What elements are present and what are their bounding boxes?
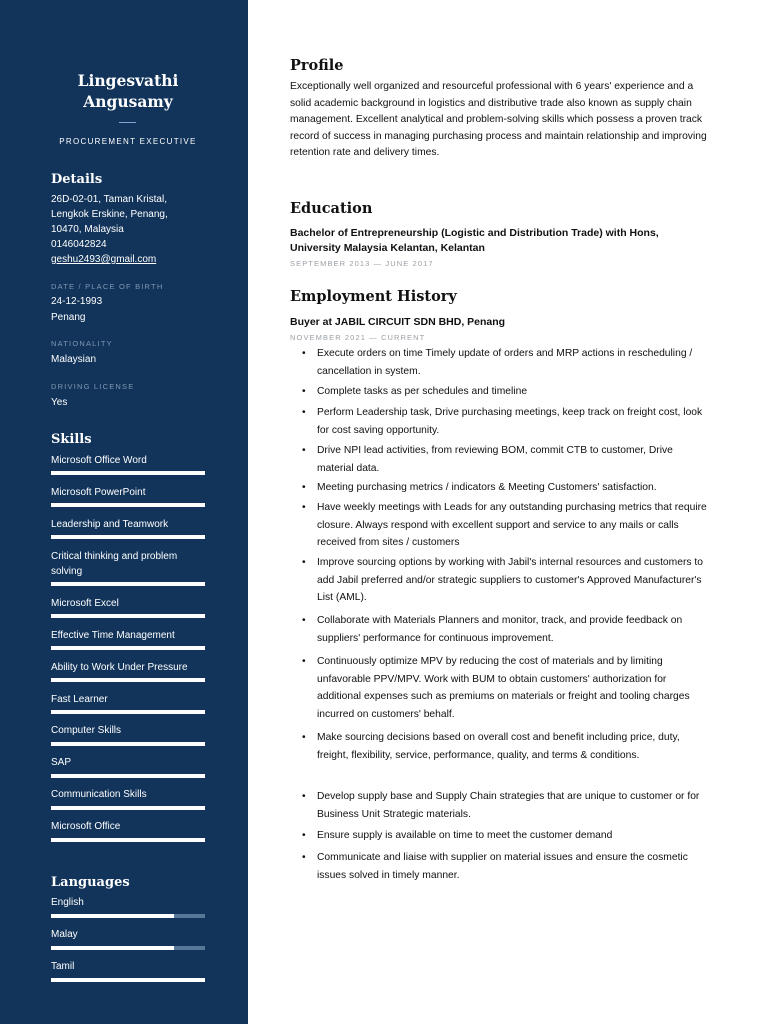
language-bar-fill (51, 978, 205, 982)
sidebar (0, 0, 248, 1024)
skill-bar (51, 710, 205, 714)
nationality-label: NATIONALITY (51, 339, 113, 348)
language-bar-fill (51, 946, 174, 950)
education-heading: Education (290, 200, 373, 217)
skill-label: Computer Skills (51, 725, 122, 736)
duty-bullet: • Collaborate with Materials Planners and monitor, track, and provide feedback on suppliers' performance for continuous improvement. (317, 612, 712, 647)
nationality: Malaysian (51, 354, 97, 365)
employment-heading: Employment History (290, 288, 457, 305)
duty-bullet: • Communicate and liaise with supplier on material issues and ensure the cosmetic issues solved in timely manner. (317, 849, 712, 884)
place-of-birth: Penang (51, 312, 86, 323)
skill-label: Leadership and Teamwork (51, 519, 169, 530)
skill-label: Microsoft Excel (51, 598, 119, 609)
skill-bar (51, 742, 205, 746)
job-title: PROCUREMENT EXECUTIVE (59, 137, 197, 146)
job-dates: NOVEMBER 2021 — CURRENT (290, 333, 426, 342)
language-label: Malay (51, 929, 78, 940)
skill-bar (51, 503, 205, 507)
duty-bullet: • Ensure supply is available on time to meet the customer demand (317, 827, 712, 845)
skill-label: Communication Skills (51, 789, 147, 800)
skill-label: Ability to Work Under Pressure (51, 662, 188, 673)
skill-bar (51, 838, 205, 842)
duty-bullet: • Drive NPI lead activities, from reviewing BOM, commit CTB to customer, Drive material data. (317, 442, 712, 477)
duty-bullet: • Perform Leadership task, Drive purchasing meetings, keep track on freight cost, look for cost saving opportunity. (317, 404, 712, 439)
skill-bar (51, 678, 205, 682)
name-divider (119, 122, 136, 123)
date-of-birth: 24-12-1993 (51, 296, 103, 307)
duty-bullet: • Develop supply base and Supply Chain strategies that are unique to customer or for Business Unit Strategic materials. (317, 788, 712, 823)
language-label: English (51, 897, 84, 908)
address-line-2: Lengkok Erskine, Penang, (51, 209, 168, 220)
language-bar-fill (51, 914, 174, 918)
duty-bullet: • Meeting purchasing metrics / indicators & Meeting Customers' satisfaction. (317, 479, 712, 497)
skills-heading: Skills (51, 432, 92, 447)
duty-bullet: • Execute orders on time Timely update of orders and MRP actions in rescheduling / cancellation in system. (317, 345, 712, 380)
address-line-3: 10470, Malaysia (51, 224, 124, 235)
duty-bullet: • Complete tasks as per schedules and timeline (317, 383, 712, 401)
language-bar (51, 914, 205, 918)
skill-bar (51, 471, 205, 475)
language-bar (51, 978, 205, 982)
skill-bar (51, 582, 205, 586)
skill-label: Microsoft PowerPoint (51, 487, 146, 498)
language-label: Tamil (51, 961, 75, 972)
candidate-name (0, 70, 256, 112)
skill-bar (51, 614, 205, 618)
job-role: Buyer at JABIL CIRCUIT SDN BHD, Penang (290, 316, 506, 328)
skill-label: Fast Learner (51, 694, 108, 705)
address-line-1: 26D-02-01, Taman Kristal, (51, 194, 167, 205)
skill-bar (51, 806, 205, 810)
skill-label: Critical thinking and problem solving (51, 551, 178, 577)
skill-bar (51, 646, 205, 650)
duty-bullet: • Improve sourcing options by working with Jabil's internal resources and customers to add Jabil preferred and/or strategic suppliers to customer's Approved Manufacturer's List (AML). (317, 554, 712, 607)
skill-label: Microsoft Office Word (51, 455, 147, 466)
details-heading: Details (51, 172, 103, 187)
duty-bullet: • Make sourcing decisions based on overall cost and benefit including price, duty, freight, flexibility, service, performance, quality, and terms & conditions. (317, 729, 712, 764)
language-bar (51, 946, 205, 950)
skill-bar (51, 535, 205, 539)
driving-license-label: DRIVING LICENSE (51, 382, 135, 391)
skill-label: Microsoft Office (51, 821, 121, 832)
skill-label: SAP (51, 757, 72, 768)
education-dates: SEPTEMBER 2013 — JUNE 2017 (290, 259, 434, 268)
phone-number: 0146042824 (51, 239, 107, 250)
duty-bullet: • Continuously optimize MPV by reducing the cost of materials and by limiting unfavorable PPV/MPV. Work with BUM to obtain customers' authorization for additional expenses such as premiums on materials or freight and tooling charges incurred on customers' behalf. (317, 653, 712, 723)
skill-bar (51, 774, 205, 778)
name-line-2: Angusamy (83, 92, 173, 111)
languages-heading: Languages (51, 875, 130, 890)
driving-license: Yes (51, 397, 68, 408)
profile-text: Exceptionally well organized and resourceful professional with 6 years' experience and a solid academic background in logistics and distributive trade also known as supply chain management. Excellent analytical and problem-solving skills which possess a proven track record of success in managing purchasing process and maintain relationship and improving retention rate and delivery times. (290, 81, 707, 158)
email-link[interactable]: geshu2493@gmail.com (51, 254, 157, 265)
name-line-1: Lingesvathi (77, 71, 179, 90)
skill-label: Effective Time Management (51, 630, 175, 641)
duty-bullet: • Have weekly meetings with Leads for any outstanding purchasing metrics that require closure. Always respond with excellent support and service to any mails or calls received from sites / customers (317, 499, 712, 552)
education-degree: Bachelor of Entrepreneurship (Logistic and Distribution Trade) with Hons, University Malaysia Kelantan, Kelantan (290, 227, 659, 254)
dob-label: DATE / PLACE OF BIRTH (51, 282, 164, 291)
profile-heading: Profile (290, 57, 344, 74)
